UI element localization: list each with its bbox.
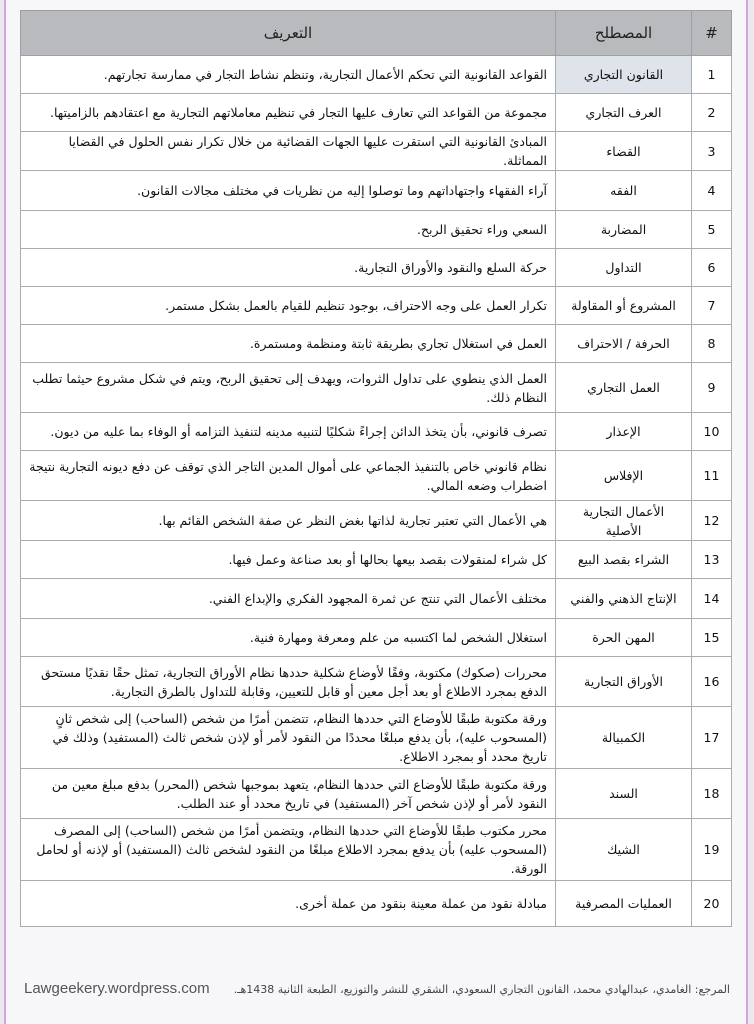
row-term: التداول (556, 249, 692, 287)
row-definition: هي الأعمال التي تعتبر تجارية لذاتها بغض النظر عن صفة الشخص القائم بها. (21, 501, 556, 541)
row-number: 2 (692, 94, 732, 132)
row-term: السند (556, 769, 692, 819)
table-header-row (21, 11, 732, 56)
row-definition: نظام قانوني خاص بالتنفيذ الجماعي على أموال المدين التاجر الذي توقف عن دفع ديونه التجارية نتيجة اضطراب وضعه المالي. (21, 451, 556, 501)
column-header-number: # (692, 11, 732, 56)
row-term: الأعمال التجارية الأصلية (556, 501, 692, 541)
row-number: 15 (692, 619, 732, 657)
table-row (21, 287, 732, 325)
row-number: 16 (692, 657, 732, 707)
row-term: العمل التجاري (556, 363, 692, 413)
table-row (21, 249, 732, 287)
row-definition: تصرف قانوني، بأن يتخذ الدائن إجراءً شكليًا لتنبيه مدينه لتنفيذ التزامه أو الوفاء بما عليه من ديون. (21, 413, 556, 451)
row-number: 1 (692, 56, 732, 94)
terms-table (20, 10, 732, 927)
table-row (21, 363, 732, 413)
row-number: 5 (692, 211, 732, 249)
row-definition: آراء الفقهاء واجتهاداتهم وما توصلوا إليه من نظريات في مختلف مجالات القانون. (21, 171, 556, 211)
column-header-term: المصطلح (556, 11, 692, 56)
row-term: الكمبيالة (556, 707, 692, 769)
row-term: الشيك (556, 819, 692, 881)
column-header-definition: التعريف (21, 11, 556, 56)
table-row (21, 501, 732, 541)
row-definition: استغلال الشخص لما اكتسبه من علم ومعرفة ومهارة فنية. (21, 619, 556, 657)
table-row (21, 451, 732, 501)
row-term: الفقه (556, 171, 692, 211)
row-definition: تكرار العمل على وجه الاحتراف، بوجود تنظيم للقيام بالعمل بشكل مستمر. (21, 287, 556, 325)
row-definition: محرر مكتوب طبقًا للأوضاع التي حددها النظام، ويتضمن أمرًا من شخص (الساحب) إلى المصرف (المسحوب عليه) بأن يدفع بمجرد الاطلاع مبلغًا من النقود لشخص ثالث (المستفيد) أو لإذنه أو لحامل الورقة. (21, 819, 556, 881)
table-row (21, 132, 732, 171)
row-definition: السعي وراء تحقيق الربح. (21, 211, 556, 249)
row-term: العرف التجاري (556, 94, 692, 132)
row-term: الإعذار (556, 413, 692, 451)
row-number: 7 (692, 287, 732, 325)
row-definition: كل شراء لمنقولات بقصد بيعها بحالها أو بعد صناعة وعمل فيها. (21, 541, 556, 579)
row-term: المضاربة (556, 211, 692, 249)
table-row (21, 56, 732, 94)
table-row (21, 94, 732, 132)
row-number: 14 (692, 579, 732, 619)
table-row (21, 413, 732, 451)
row-number: 6 (692, 249, 732, 287)
table-row (21, 541, 732, 579)
row-definition: حركة السلع والنقود والأوراق التجارية. (21, 249, 556, 287)
row-number: 9 (692, 363, 732, 413)
row-number: 19 (692, 819, 732, 881)
table-row (21, 579, 732, 619)
row-number: 3 (692, 132, 732, 171)
row-number: 4 (692, 171, 732, 211)
row-number: 8 (692, 325, 732, 363)
table-row (21, 881, 732, 927)
row-number: 18 (692, 769, 732, 819)
row-definition: مبادلة نقود من عملة معينة بنقود من عملة أخرى. (21, 881, 556, 927)
footer-reference: المرجع: الغامدي، عبدالهادي محمد، القانون التجاري السعودي، الشقري للنشر والتوزيع، الطبعة الثانية 1438هـ. (233, 983, 730, 996)
row-number: 11 (692, 451, 732, 501)
row-number: 13 (692, 541, 732, 579)
row-definition: القواعد القانونية التي تحكم الأعمال التجارية، وتنظم نشاط التجار في ممارسة تجارتهم. (21, 56, 556, 94)
row-definition: مجموعة من القواعد التي تعارف عليها التجار في تنظيم معاملاتهم التجارية مع اعتقادهم بالزاميتها. (21, 94, 556, 132)
row-definition: مختلف الأعمال التي تنتج عن ثمرة المجهود الفكري والإبداع الفني. (21, 579, 556, 619)
row-term: الإنتاج الذهني والفني (556, 579, 692, 619)
footer-website: Lawgeekery.wordpress.com (24, 980, 210, 997)
row-definition: العمل الذي ينطوي على تداول الثروات، ويهدف إلى تحقيق الربح، ويتم في شكل مشروع حيثما تطلب النظام ذلك. (21, 363, 556, 413)
table-row (21, 657, 732, 707)
table-row (21, 171, 732, 211)
row-definition: ورقة مكتوبة طبقًا للأوضاع التي حددها النظام، يتعهد بموجبها شخص (المحرر) بدفع مبلغ معين من النقود لأمر أو لإذن شخص آخر (المستفيد) في تاريخ محدد أو عند الطلب. (21, 769, 556, 819)
row-definition: محررات (صكوك) مكتوبة، وفقًا لأوضاع شكلية حددها نظام الأوراق التجارية، تمثل حقًا نقديًا مستحق الدفع بمجرد الاطلاع أو بعد أجل معين أو قابل للتعيين، وقابلة للتداول بالطرق التجارية. (21, 657, 556, 707)
row-term: الأوراق التجارية (556, 657, 692, 707)
row-number: 17 (692, 707, 732, 769)
row-term: المشروع أو المقاولة (556, 287, 692, 325)
table-row (21, 769, 732, 819)
row-number: 12 (692, 501, 732, 541)
row-term: الشراء بقصد البيع (556, 541, 692, 579)
table-row (21, 819, 732, 881)
table-row (21, 707, 732, 769)
row-definition: ورقة مكتوبة طبقًا للأوضاع التي حددها النظام، تتضمن أمرًا من شخص (الساحب) إلى شخص ثانٍ (المسحوب عليه)، بأن يدفع مبلغًا محددًا من النقود لأمر أو لإذن شخص ثالث (المستفيد) وذلك في تاريخ محدد أو بمجرد الاطلاع. (21, 707, 556, 769)
row-definition: العمل في استغلال تجاري بطريقة ثابتة ومنظمة ومستمرة. (21, 325, 556, 363)
row-term: الإفلاس (556, 451, 692, 501)
page (4, 0, 748, 1024)
row-term: المهن الحرة (556, 619, 692, 657)
row-term: القضاء (556, 132, 692, 171)
table-row (21, 619, 732, 657)
row-term: القانون التجاري (556, 56, 692, 94)
row-definition: المبادئ القانونية التي استقرت عليها الجهات القضائية من خلال تكرار نفس الحلول في القضايا المماثلة. (21, 132, 556, 171)
table-row (21, 325, 732, 363)
row-term: الحرفة / الاحتراف (556, 325, 692, 363)
table-row (21, 211, 732, 249)
row-number: 20 (692, 881, 732, 927)
row-number: 10 (692, 413, 732, 451)
row-term: العمليات المصرفية (556, 881, 692, 927)
